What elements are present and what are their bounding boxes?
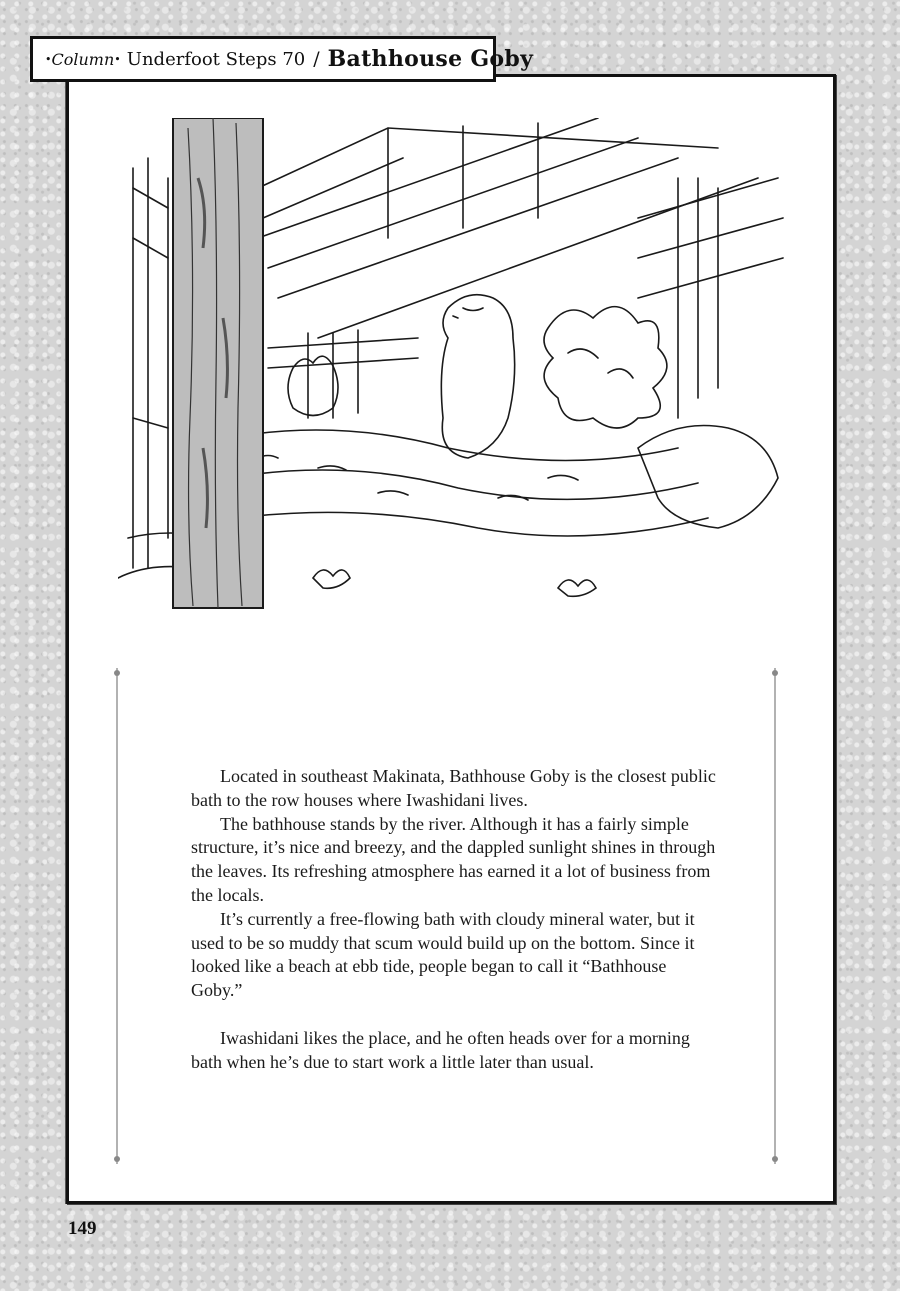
paragraph: Located in southeast Makinata, Bathhouse Goby is the closest public bath to the row houses where Iwashidani lives. [191,766,716,810]
column-title: Bathhouse Goby [327,46,534,72]
column-body-text [191,765,721,1074]
column-prefix-ornament: • [45,52,52,66]
text-frame-left-border [114,668,120,1164]
column-title-banner [30,36,534,82]
page-number: 149 [68,1218,97,1239]
text-frame-right-border [772,668,778,1164]
paragraph: It’s currently a free-flowing bath with cloudy mineral water, but it used to be so muddy that scum would build up on the bottom. Since it looked like a beach at ebb tide, people began to call it “Bathhouse Goby.” [191,908,695,1001]
bathhouse-illustration [118,118,798,618]
title-separator: / [313,48,320,70]
column-suffix-ornament: • [114,52,121,66]
series-label: Underfoot Steps 70 [126,48,306,70]
column-label: Column [51,49,115,69]
paragraph: Iwashidani likes the place, and he often heads over for a morning bath when he’s due to start work a little later than usual. [191,1027,690,1072]
paragraph: The bathhouse stands by the river. Although it has a fairly simple structure, it’s nice and breezy, and the dappled sunlight shines in through the leaves. Its refreshing atmosphere has earned it a lot of business from the locals. [191,813,716,905]
